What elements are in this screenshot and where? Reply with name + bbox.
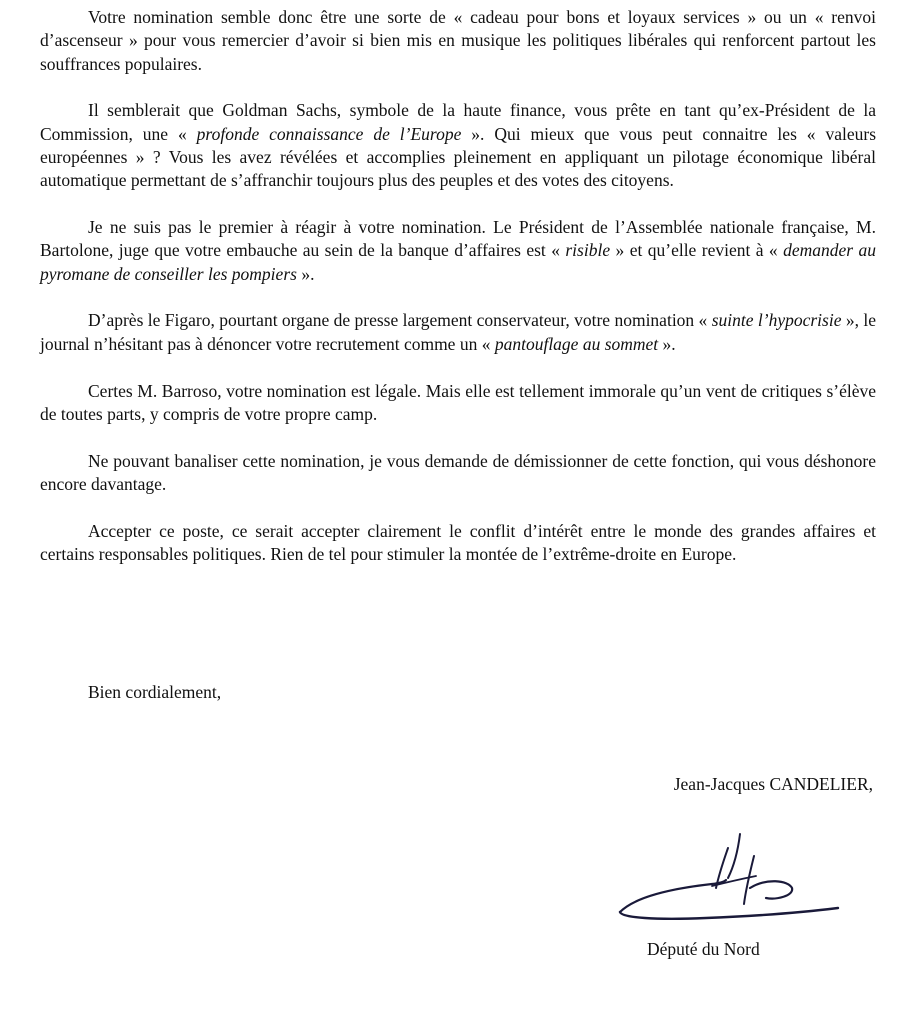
paragraph-text: ». (296, 263, 315, 284)
closing-salutation: Bien cordialement, (88, 682, 222, 702)
paragraph-text: Certes M. Barroso, votre nomination est légale. Mais elle est tellement immorale qu’un vent de critiques s’élève de toutes parts, y compris de votre propre camp. (40, 380, 876, 424)
handwritten-signature (616, 826, 846, 926)
paragraph-text: Je ne suis pas le premier à réagir à votre nomination. Le Président de l’Assemblée nationale française, M. Bartolone, juge que votre embauche au sein de la banque d’affaires est « (40, 217, 876, 261)
signature-stroke (744, 856, 754, 904)
paragraph (40, 450, 876, 497)
paragraph-text: Votre nomination semble donc être une sorte de « cadeau pour bons et loyaux services » ou un « renvoi d’ascenseur » pour vous remercier d’avoir si bien mis en musique les politiques libérales qui renforcent partout les souffrances populaires. (40, 7, 876, 74)
signature-stroke (750, 881, 792, 898)
quoted-italic-text: risible (565, 240, 611, 261)
signer-name: Jean-Jacques CANDELIER, (673, 774, 873, 794)
paragraph (40, 216, 876, 286)
paragraph-text: » et qu’elle revient à « (610, 240, 784, 261)
paragraph-text: », le journal n’hésitant pas à dénoncer votre recrutement comme un « (40, 310, 877, 354)
signer-title: Député du Nord (647, 939, 760, 959)
paragraph (40, 99, 876, 192)
paragraph (40, 380, 876, 427)
signature-stroke (620, 908, 838, 919)
paragraph (40, 520, 876, 567)
paragraph-text: Ne pouvant banaliser cette nomination, je vous demande de démissionner de cette fonction, qui vous déshonore encore davantage. (40, 450, 876, 494)
quoted-italic-text: profonde connaissance de l’Europe (196, 123, 462, 144)
paragraph-text: Il semblerait que Goldman Sachs, symbole de la haute finance, vous prête en tant qu’ex-Président de la Commission, une « (40, 100, 876, 144)
paragraph-text: Accepter ce poste, ce serait accepter clairement le conflit d’intérêt entre le monde des grandes affaires et certains responsables politiques. Rien de tel pour stimuler la montée de l’extrême-droite en Europe. (40, 520, 876, 565)
quoted-italic-text: suinte l’hypocrisie (711, 310, 842, 331)
quoted-italic-text: pantouflage au sommet (494, 333, 659, 354)
quoted-italic-text: demander au pyromane de conseiller les pompiers (40, 240, 876, 284)
letter-body (40, 6, 876, 590)
paragraph-text: ». (658, 333, 676, 354)
paragraph-text: ». Qui mieux que vous peut connaitre les « valeurs européennes » ? Vous les avez révélées et accomplies pleinement en appliquant un pilotage économique libéral automatique permettant de s’affranchir toujours plus des peuples et des votes des citoyens. (40, 123, 877, 191)
paragraph-text: D’après le Figaro, pourtant organe de presse largement conservateur, votre nomination « (88, 310, 712, 331)
paragraph (40, 6, 876, 76)
signature-stroke (620, 880, 726, 912)
signature-stroke (728, 834, 740, 878)
paragraph (40, 309, 876, 356)
